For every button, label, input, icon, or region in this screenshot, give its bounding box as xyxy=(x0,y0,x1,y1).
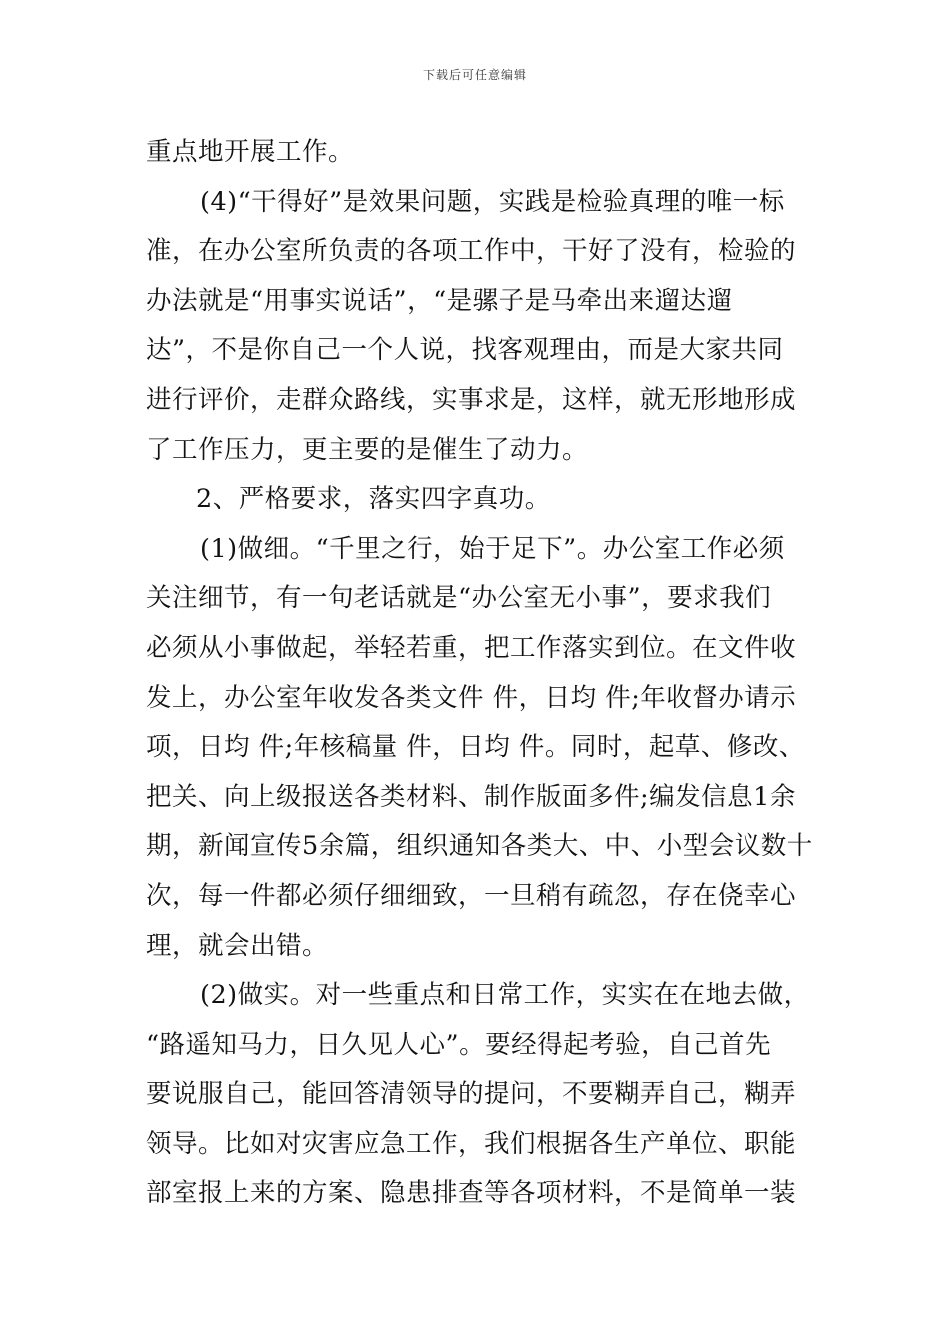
text-line: (2)做实。对一些重点和日常工作，实实在在地去做， xyxy=(200,980,810,1011)
text-line: 领导。比如对灾害应急工作，我们根据各生产单位、职能 xyxy=(146,1128,797,1159)
text-line: 要说服自己，能回答清领导的提问，不要糊弄自己，糊弄 xyxy=(146,1079,797,1110)
text-line: (4)“干得好”是效果问题，实践是检验真理的唯一标 xyxy=(200,186,785,217)
text-line: “路遥知马力，日久见人心”。要经得起考验，自己首先 xyxy=(146,1029,772,1060)
text-line: 了工作压力，更主要的是催生了动力。 xyxy=(146,434,589,465)
page-header: 下载后可任意编辑 xyxy=(422,68,527,82)
section-heading: 2、严格要求，落实四字真功。 xyxy=(196,484,551,515)
text-line: (1)做细。“千里之行，始于足下”。办公室工作必须 xyxy=(200,533,785,564)
text-line: 期，新闻宣传5余篇，组织通知各类大、中、小型会议数十 xyxy=(146,831,813,862)
text-line: 办法就是“用事实说话”，“是骡子是马牵出来遛达遛 xyxy=(146,285,733,316)
text-line: 重点地开展工作。 xyxy=(146,137,355,167)
text-line: 把关、向上级报送各类材料、制作版面多件;编发信息1余 xyxy=(146,781,796,812)
text-line: 进行评价，走群众路线，实事求是，这样，就无形地形成 xyxy=(146,384,797,415)
text-line: 次，每一件都必须仔细细致，一旦稍有疏忽，存在侥幸心 xyxy=(146,880,797,911)
text-line: 部室报上来的方案、隐患排查等各项材料，不是简单一装 xyxy=(146,1178,797,1209)
text-line: 关注细节，有一句老话就是“办公室无小事”，要求我们 xyxy=(146,583,772,614)
text-line: 达”，不是你自己一个人说，找客观理由，而是大家共同 xyxy=(146,335,784,366)
text-line: 发上，办公室年收发各类文件 件，日均 件;年收督办请示 xyxy=(146,682,797,713)
text-line: 项，日均 件;年核稿量 件，日均 件。同时，起草、修改、 xyxy=(146,732,805,763)
text-line: 准，在办公室所负责的各项工作中，干好了没有，检验的 xyxy=(146,236,797,267)
document-body xyxy=(146,128,826,1219)
text-line: 理，就会出错。 xyxy=(146,930,329,961)
text-line: 必须从小事做起，举轻若重，把工作落实到位。在文件收 xyxy=(146,632,797,663)
